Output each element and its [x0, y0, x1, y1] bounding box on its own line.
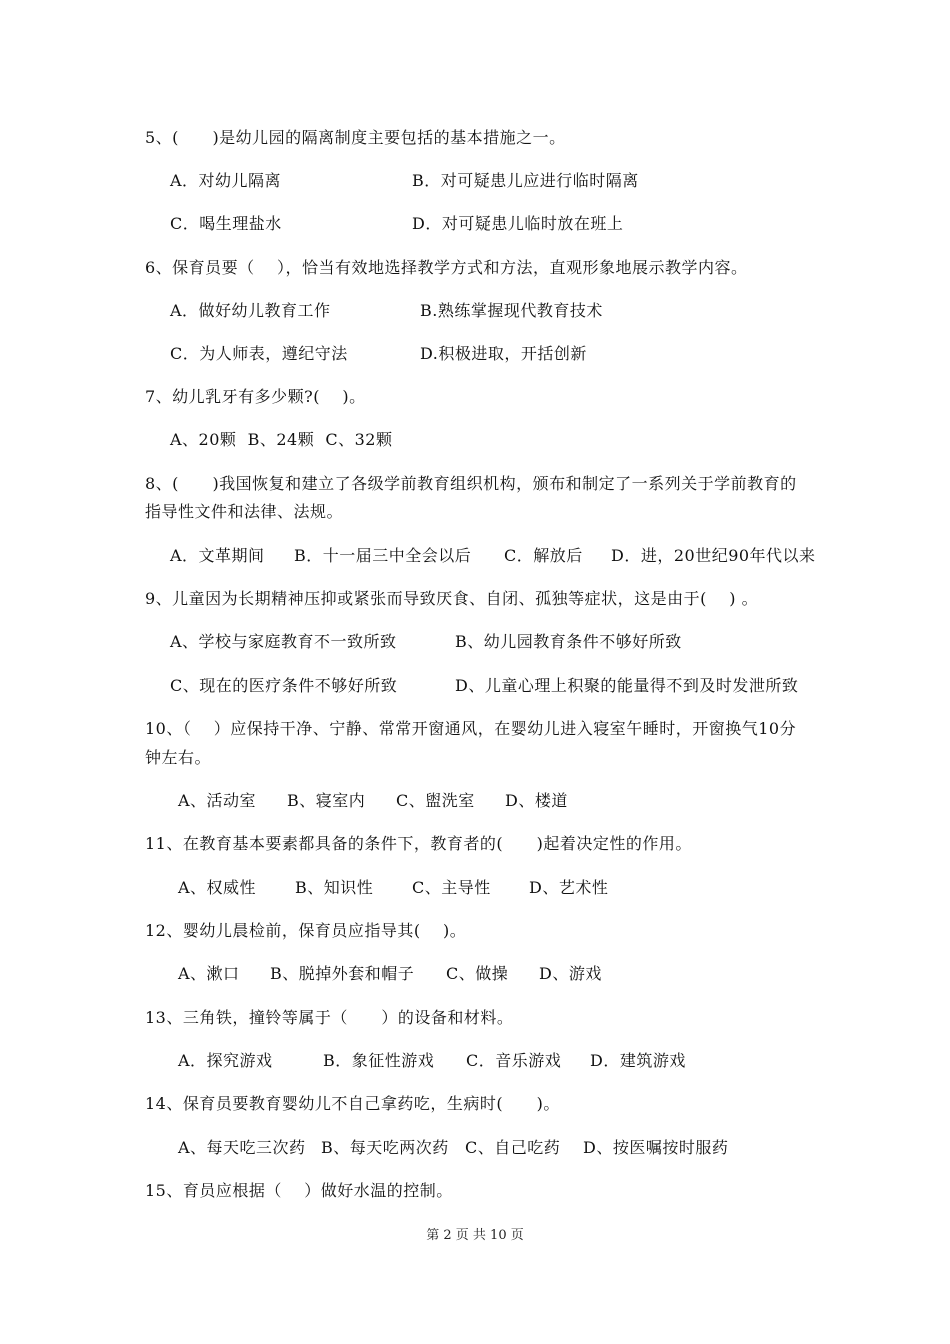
- option: D.积极进取，开括创新: [420, 344, 587, 363]
- option: C．解放后: [504, 546, 583, 565]
- option: C．为人师表，遵纪守法: [170, 344, 348, 363]
- option: A、学校与家庭教育不一致所致: [170, 632, 397, 651]
- option: C．喝生理盐水: [170, 214, 282, 233]
- option: B．十一届三中全会以后: [294, 546, 472, 565]
- option: C、主导性: [412, 878, 491, 897]
- option: B．象征性游戏: [323, 1051, 435, 1070]
- option: A．探究游戏: [178, 1051, 273, 1070]
- option: B、脱掉外套和帽子: [270, 964, 415, 983]
- question-stem: 14、保育员要教育婴幼儿不自己拿药吃，生病时( )。: [145, 1094, 560, 1113]
- option: C、自己吃药: [465, 1138, 561, 1157]
- question-stem: 12、婴幼儿晨检前，保育员应指导其( )。: [145, 921, 467, 940]
- option: B、幼儿园教育条件不够好所致: [455, 632, 682, 651]
- option: D、按医嘱按时服药: [583, 1138, 729, 1157]
- option: B、寝室内: [287, 791, 366, 810]
- question-stem: 8、( )我国恢复和建立了各级学前教育组织机构，颁布和制定了一系列关于学前教育的: [145, 474, 797, 493]
- option: B、知识性: [295, 878, 374, 897]
- question-stem: 6、保育员要（ ），恰当有效地选择教学方式和方法，直观形象地展示教学内容。: [145, 258, 748, 277]
- option: D．进，20世纪90年代以来: [611, 546, 816, 565]
- option: A、权威性: [178, 878, 257, 897]
- question-stem: 11、在教育基本要素都具备的条件下，教育者的( )起着决定性的作用。: [145, 834, 692, 853]
- question-stem: 10、（ ）应保持干净、宁静、常常开窗通风，在婴幼儿进入寝室午睡时，开窗换气10分: [145, 719, 797, 738]
- option: B.熟练掌握现代教育技术: [420, 301, 603, 320]
- option: D、楼道: [505, 791, 568, 810]
- question-stem-continued: 指导性文件和法律、法规。: [145, 502, 344, 521]
- question-stem: 13、三角铁，撞铃等属于（ ）的设备和材料。: [145, 1008, 514, 1027]
- option: A、漱口: [178, 964, 240, 983]
- option: D．对可疑患儿临时放在班上: [412, 214, 624, 233]
- option: D、艺术性: [529, 878, 609, 897]
- option: A、活动室: [178, 791, 257, 810]
- option: B．对可疑患儿应进行临时隔离: [412, 171, 639, 190]
- option: C、做操: [446, 964, 509, 983]
- question-stem: 15、育员应根据（ ）做好水温的控制。: [145, 1181, 453, 1200]
- question-stem: 9、儿童因为长期精神压抑或紧张而导致厌食、自闭、孤独等症状，这是由于( ) 。: [145, 589, 759, 608]
- option: D、儿童心理上积聚的能量得不到及时发泄所致: [455, 676, 799, 695]
- question-stem: 7、幼儿乳牙有多少颗?( )。: [145, 387, 366, 406]
- option: B、每天吃两次药: [321, 1138, 449, 1157]
- option: A．对幼儿隔离: [170, 171, 282, 190]
- option: C、盥洗室: [396, 791, 475, 810]
- option: C．音乐游戏: [466, 1051, 562, 1070]
- option: A．做好幼儿教育工作: [170, 301, 331, 320]
- option: A．文革期间: [170, 546, 265, 565]
- option: C、现在的医疗条件不够好所致: [170, 676, 398, 695]
- page-footer: 第 2 页 共 10 页: [426, 1228, 524, 1243]
- option: D．建筑游戏: [590, 1051, 686, 1070]
- question-stem-continued: 钟左右。: [145, 748, 212, 767]
- option: A、20颗 B、24颗 C、32颗: [170, 430, 393, 449]
- question-stem: 5、( )是幼儿园的隔离制度主要包括的基本措施之一。: [145, 128, 566, 147]
- option: A、每天吃三次药: [178, 1138, 306, 1157]
- option: D、游戏: [539, 964, 602, 983]
